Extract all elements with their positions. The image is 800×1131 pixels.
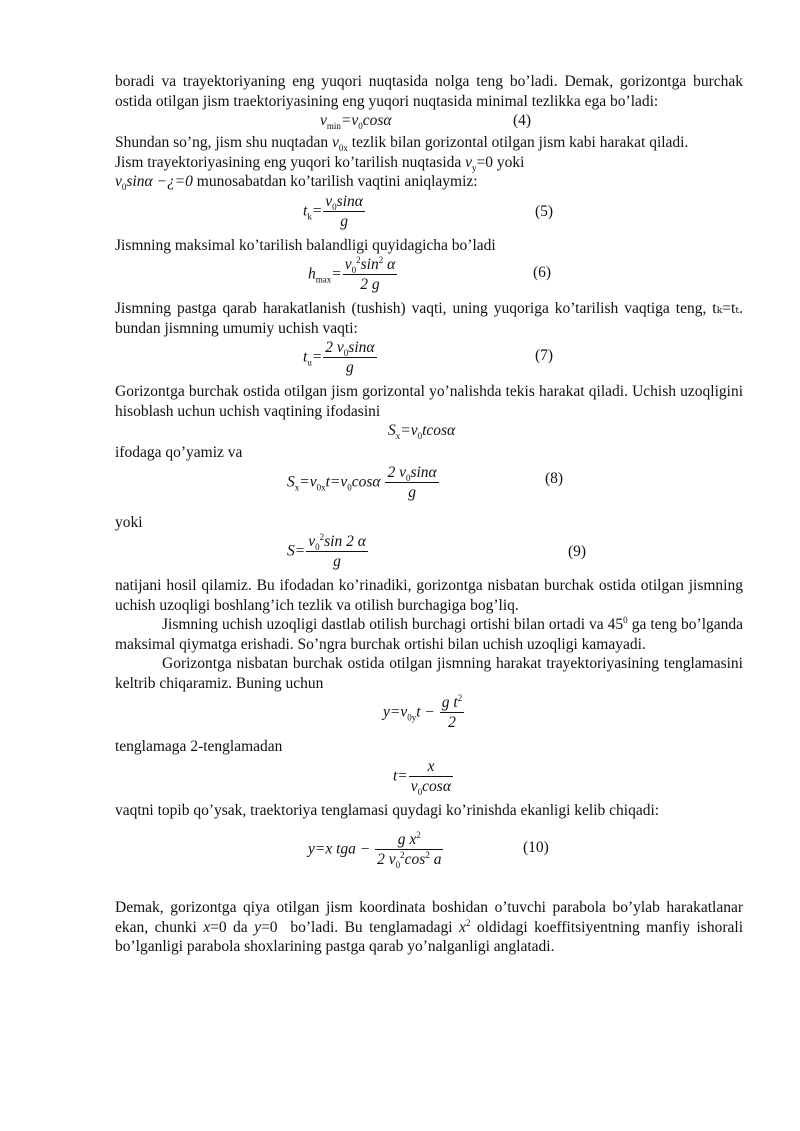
equation-number: (4) — [513, 112, 532, 129]
paragraph: $v_0\sin\alpha$ −¿=0 munosabatdan ko’tarilish vaqtini aniqlaymiz: — [115, 173, 478, 193]
paragraph: Jismning uchish uzoqligi dastlab otilish burchagi ortishi bilan ortadi va $45^0$ ga teng bo’lganda maksimal qiymatga erishadi. So’ngra burchak ortishi bilan uchish uzoqligi kamayadi. — [115, 614, 744, 653]
equation-number: (8) — [545, 469, 564, 487]
equation-number: (5) — [535, 202, 554, 220]
paragraph: vaqtni topib qo’ysak, traektoriya tenglamasi quydagi ko’rinishda ekanligi kelib chiqadi: — [115, 801, 660, 819]
paragraph: Gorizontga burchak ostida otilgan jism gorizontal yo’nalishda tekis harakat qiladi. Uchish uzoqligini hisoblash uchun uchish vaqtining ifodasini — [115, 383, 743, 420]
paragraph: yoki — [115, 513, 143, 531]
paragraph: Demak, gorizontga qiya otilgan jism koordinata boshidan o’tuvchi parabola bo’ylab harakatlanar ekan, chunki x=0 da y=0 bo’ladi. Bu tenglamadagi $x^2$ oldidagi koeffitsiyentning manfiy ishorali bo’lganligi parabola shoxlarining pastga qarab yo’nalganligi anglatadi. — [115, 899, 743, 955]
equation-sx: $S_x=v_0tcos\alpha$ — [388, 422, 456, 442]
paragraph: Jismning maksimal ko’tarilish balandligi quyidagicha bo’ladi — [115, 236, 496, 254]
paragraph: natijani hosil qilamiz. Bu ifodadan ko’rinadiki, gorizontga nisbatan burchak ostida otilgan jismning uchish uzoqligi boshlang’ich tezlik va otilish burchagiga bog’liq. — [115, 577, 743, 614]
equation-number: (9) — [568, 543, 587, 560]
equation-t: t= $\frac{x}{v_0\cos\alpha}$ — [393, 757, 451, 797]
equation-4: $v_{min}=v_0\cos\alpha$ (4) — [320, 112, 532, 132]
equation-7: $t_u=$ $\frac{2 v_0\sin\alpha}{g}$ (7) — [303, 339, 554, 376]
equation-10: y=x tga − $\frac{g x^2}{2 v_0^2\cos^2 a}$ (10) — [308, 829, 549, 871]
paragraph: Jismning pastga qarab harakatlanish (tushish) vaqti, uning yuqoriga ko’tarilish vaqtiga teng, tₖ=tₜ. bundan jismning umumiy uchish vaqti: — [115, 300, 743, 337]
paragraph: Gorizontga nisbatan burchak ostida otilgan jismning harakat trayektoriyasining tenglamasini keltrib chiqaramiz. Buning uchun — [115, 655, 743, 692]
equation-y: $y=v_{0y}t$ − $\frac{g t^2}{2}$ — [383, 692, 463, 731]
paragraph: ifodaga qo’yamiz va — [115, 444, 243, 461]
paragraph: Jism trayektoriyasining eng yuqori ko’tarilish nuqtasida $v_y=0$ yoki — [115, 153, 525, 173]
equation-number: (6) — [533, 264, 552, 281]
equation-8: $S_x=v_{0x}t=v_0\cos\alpha$ $\frac{2 v_0\sin\alpha}{g}$ (8) — [287, 463, 564, 501]
equation-number: (10) — [523, 839, 549, 856]
equation-5: $t_k=$ $\frac{v_0\sin\alpha}{g}$ (5) — [303, 192, 554, 230]
equation-6: $h_{max}=$ $\frac{v_0^2\sin^2 \alpha}{2 g}$ (6) — [308, 254, 552, 293]
equation-9: S= $\frac{v_0^2\sin 2 \alpha}{g}$ (9) — [287, 531, 587, 570]
paragraph: Shundan so’ng, jism shu nuqtadan $v_{0x}$ tezlik bilan gorizontal otilgan jism kabi harakat qiladi. — [115, 134, 689, 154]
document-page — [115, 72, 743, 957]
paragraph: boradi va trayektoriyaning eng yuqori nuqtasida nolga teng bo’ladi. Demak, gorizontga burchak ostida otilgan jism traektoriyasining eng yuqori nuqtasida minimal tezlikka ega bo’ladi: — [115, 73, 743, 110]
equation-number: (7) — [535, 347, 554, 364]
paragraph: tenglamaga 2-tenglamadan — [115, 738, 283, 755]
